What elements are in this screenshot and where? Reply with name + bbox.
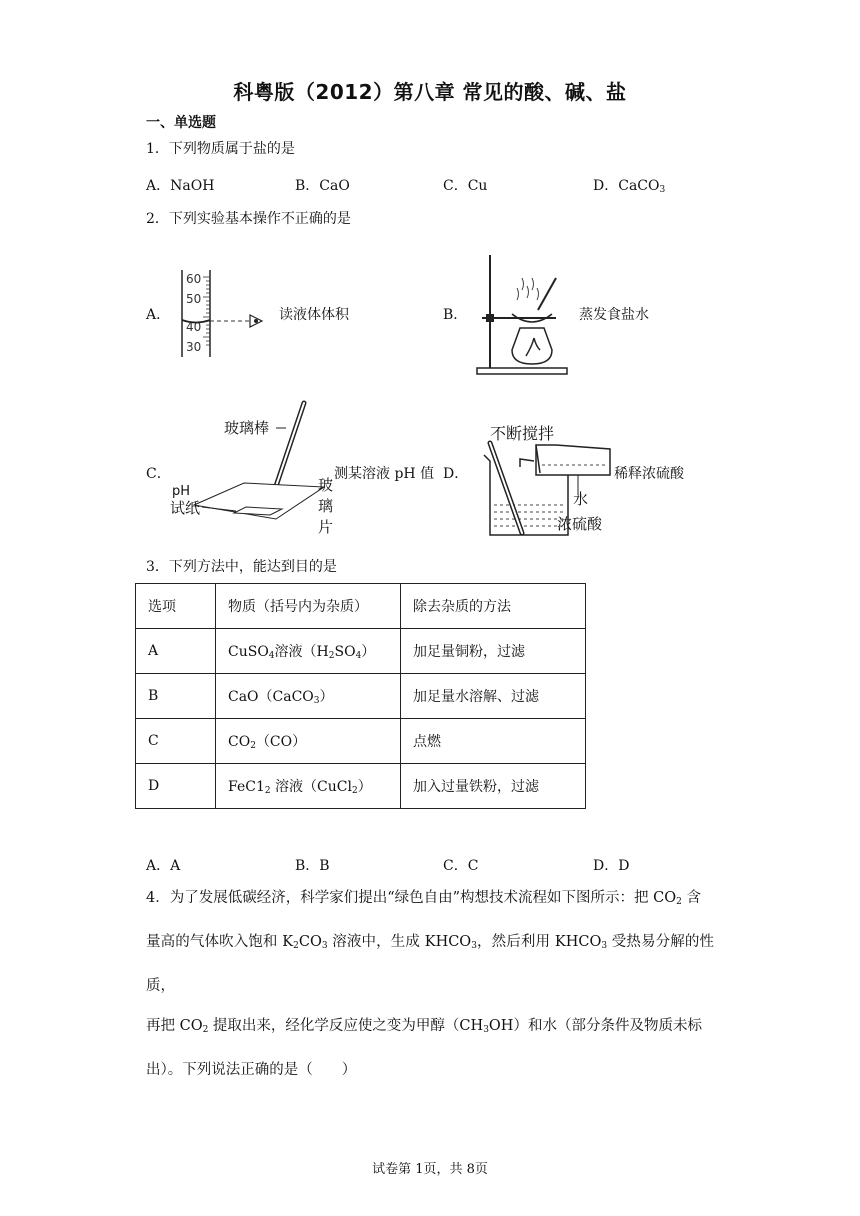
- q3-option-a: A．A: [146, 858, 181, 874]
- q3-option-b: B．B: [295, 858, 330, 874]
- glass-plate-label: 玻 璃 片: [318, 476, 334, 536]
- table-cell: A: [136, 629, 216, 674]
- q3-table: [135, 583, 586, 809]
- q1-option-a: A．NaOH: [146, 178, 215, 194]
- tick-label-30: 30: [186, 340, 202, 354]
- q4-line-3: 再把 $CO_2$ 提取出来，经化学反应使之变为甲醇$(CH_3OH)$和水（部分条件及物质未标: [146, 1018, 702, 1035]
- tick-label-50: 50: [186, 292, 202, 306]
- table-row: [136, 719, 586, 764]
- q4-line-4: 出）。下列说法正确的是（ ）: [146, 1062, 357, 1078]
- table-cell: CuSO$_4$溶液$(H_2SO_4)$: [216, 629, 401, 674]
- q3-option-c: C．C: [443, 858, 479, 874]
- q1-option-b: B．CaO: [295, 178, 350, 194]
- table-cell: 加足量水溶解、过滤: [401, 674, 586, 719]
- evaporation-setup-figure: [472, 250, 572, 380]
- table-cell: 加入过量铁粉，过滤: [401, 764, 586, 809]
- q1-option-d: D．CaCO$_3$: [593, 178, 666, 195]
- q2-b-letter: B．: [443, 307, 468, 323]
- table-row: [136, 629, 586, 674]
- q2-c-caption: 测某溶液 pH 值: [334, 466, 435, 482]
- graduated-cylinder-figure: [170, 265, 280, 360]
- q2-stem: 2．下列实验基本操作不正确的是: [146, 211, 351, 227]
- q2-b-caption: 蒸发食盐水: [579, 307, 649, 323]
- q2-c-letter: C．: [146, 466, 171, 482]
- q4-line-2: 量高的气体吹入饱和 $K_2CO_3$ 溶液中，生成 $KHCO_3$，然后利用 $KHCO_3$ 受热易分解的性质，: [146, 934, 714, 994]
- stir-label: 不断搅拌: [490, 424, 555, 443]
- page-title: 科粤版（2012）第八章 常见的酸、碱、盐: [233, 80, 627, 104]
- header-cell: 选项: [136, 584, 216, 629]
- table-cell: 点燃: [401, 719, 586, 764]
- q2-a-letter: A．: [146, 307, 171, 323]
- header-cell: 物质（括号内为杂质）: [216, 584, 401, 629]
- q2-a-caption: 读液体体积: [279, 307, 349, 323]
- table-cell: B: [136, 674, 216, 719]
- ph-paper-label-1: pH: [172, 484, 191, 499]
- table-row: [136, 764, 586, 809]
- ph-test-figure: [164, 395, 344, 535]
- glass-rod-label: 玻璃棒: [224, 419, 270, 437]
- ph-paper-label-2: 试纸: [170, 499, 201, 517]
- q4-paragraph: [146, 878, 714, 1090]
- tick-label-60: 60: [186, 272, 202, 286]
- section-heading: 一、单选题: [146, 115, 216, 131]
- table-cell: $CO_2(CO)$: [216, 719, 401, 764]
- table-cell: $FeC1_2$ 溶液（CuCl$_2$）: [216, 764, 401, 809]
- page-footer: 试卷第 1页，共 8页: [372, 1162, 488, 1177]
- table-cell: CaO（CaCO$_3$）: [216, 674, 401, 719]
- tick-label-40: 40: [186, 320, 202, 334]
- table-cell: D: [136, 764, 216, 809]
- q3-option-d: D．D: [593, 858, 630, 874]
- table-header-row: [136, 584, 586, 629]
- header-cell: 除去杂质的方法: [401, 584, 586, 629]
- acid-label: 浓硫酸: [557, 515, 603, 533]
- table-row: [136, 674, 586, 719]
- q4-line-1: 4．为了发展低碳经济，科学家们提出“绿色自由”构想技术流程如下图所示：把 $CO_2$ 含: [146, 890, 701, 907]
- water-label: 水: [573, 490, 589, 508]
- q2-d-letter: D．: [443, 466, 469, 482]
- q1-option-c: C．Cu: [443, 178, 488, 194]
- q1-stem: 1．下列物质属于盐的是: [146, 141, 295, 157]
- table-cell: 加足量铜粉，过滤: [401, 629, 586, 674]
- q2-d-caption: 稀释浓硫酸: [614, 466, 684, 482]
- q3-stem: 3．下列方法中，能达到目的是: [146, 559, 337, 575]
- table-cell: C: [136, 719, 216, 764]
